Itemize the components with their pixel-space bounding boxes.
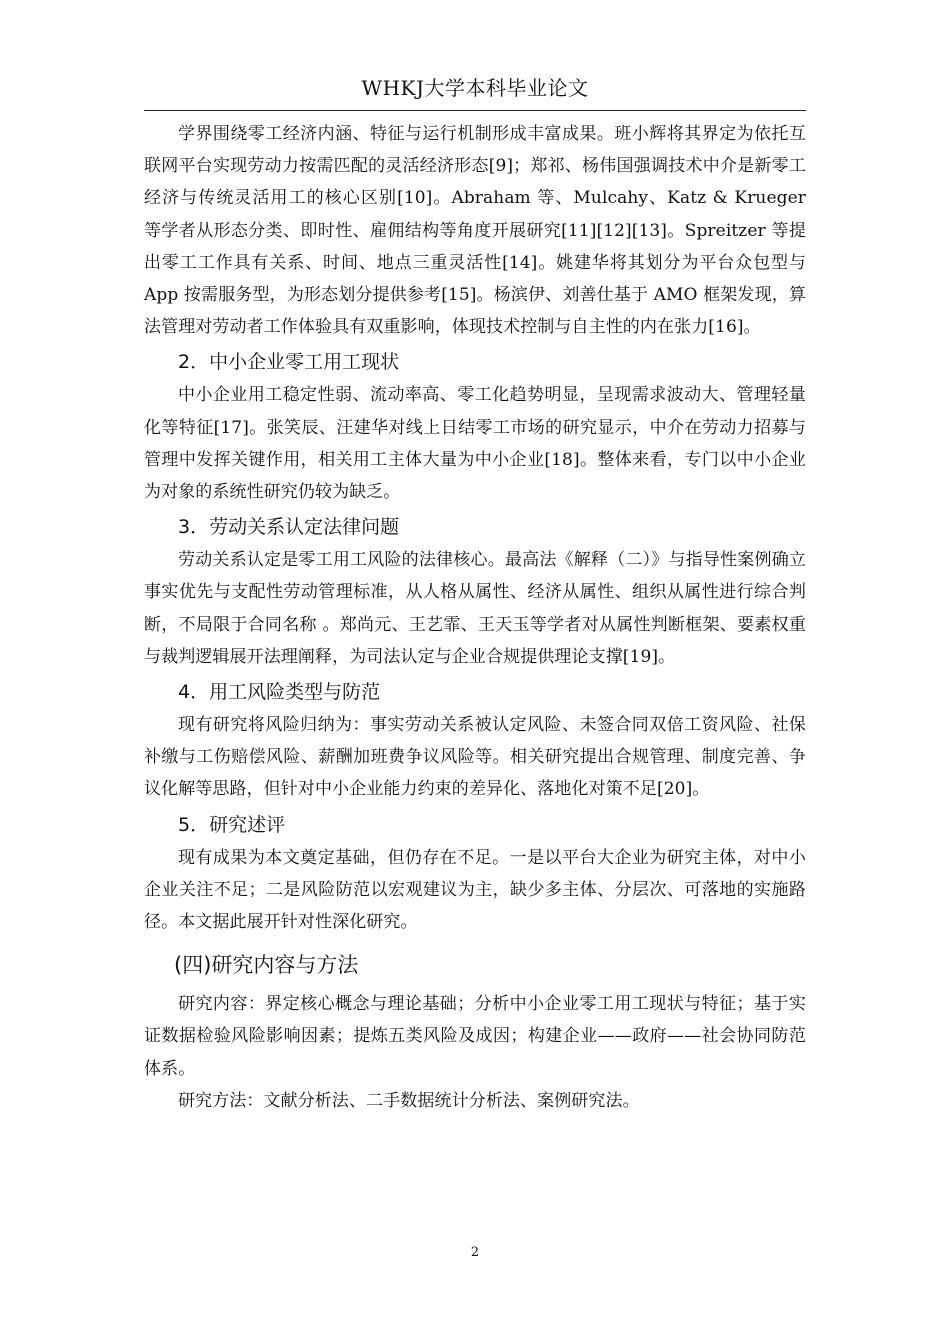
paragraph-risk-types: 现有研究将风险归纳为：事实劳动关系被认定风险、未签合同双倍工资风险、社保补缴与工伤赔偿风险、薪酬加班费争议风险等。相关研究提出合规管理、制度完善、争议化解等思路，但针对中小企业能力约束的差异化、落地化对策不足[20]。 (144, 715, 806, 800)
subheading-labor-relation-law: 3．劳动关系认定法律问题 (178, 516, 400, 539)
section-heading-content-methods: (四)研究内容与方法 (174, 953, 359, 978)
paragraph-research-methods: 研究方法：文献分析法、二手数据统计分析法、案例研究法。 (178, 1090, 640, 1111)
document-body (144, 118, 806, 1117)
page-header-title: WHKJ大学本科毕业论文 (361, 76, 589, 100)
paragraph-sme-gig-status: 中小企业用工稳定性弱、流动率高、零工化趋势明显，呈现需求波动大、管理轻量化等特征[17]。张笑辰、汪建华对线上日结零工市场的研究显示，中介在劳动力招募与管理中发挥关键作用，相关用工主体大量为中小企业[18]。整体来看，专门以中小企业为对象的系统性研究仍较为缺乏。 (144, 385, 806, 503)
subheading-risk-types: 4．用工风险类型与防范 (178, 681, 381, 704)
subheading-review: 5．研究述评 (178, 813, 286, 836)
paragraph-review: 现有成果为本文奠定基础，但仍存在不足。一是以平台大企业为研究主体，对中小企业关注不足；二是风险防范以宏观建议为主，缺少多主体、分层次、可落地的实施路径。本文据此展开针对性深化研究。 (144, 847, 806, 933)
paragraph-labor-relation-law: 劳动关系认定是零工用工风险的法律核心。最高法《解释（二）》与指导性案例确立事实优先与支配性劳动管理标准，从人格从属性、经济从属性、组织从属性进行综合判断，不局限于合同名称 。郑尚元、王艺霏、王天玉等学者对从属性判断框架、要素权重与裁判逻辑展开法理阐释，为司法认定与企业合规提供理论支撑[19]。 (144, 550, 806, 667)
header-divider (144, 110, 806, 111)
paragraph-research-content: 研究内容：界定核心概念与理论基础；分析中小企业零工用工现状与特征；基于实证数据检验风险影响因素；提炼五类风险及成因；构建企业——政府——社会协同防范体系。 (144, 994, 806, 1079)
subheading-sme-gig-status: 2．中小企业零工用工现状 (178, 351, 400, 374)
page-number: 2 (470, 1245, 480, 1260)
paragraph-gig-economy-research: 学界围绕零工经济内涵、特征与运行机制形成丰富成果。班小辉将其界定为依托互联网平台实现劳动力按需匹配的灵活经济形态[9]；郑祁、杨伟国强调技术中介是新零工经济与传统灵活用工的核心区别[10]。Abraham 等、Mulcahy、Katz & Krueger 等学者从形态分类、即时性、雇佣结构等角度开展研究[11][12][13]。Spreitzer 等提出零工工作具有关系、时间、地点三重灵活性[14]。姚建华将其划分为平台众包型与 App 按需服务型，为形态划分提供参考[15]。杨滨伊、刘善仕基于 AMO 框架发现，算法管理对劳动者工作体验具有双重影响，体现技术控制与自主性的内在张力[16]。 (144, 124, 806, 338)
